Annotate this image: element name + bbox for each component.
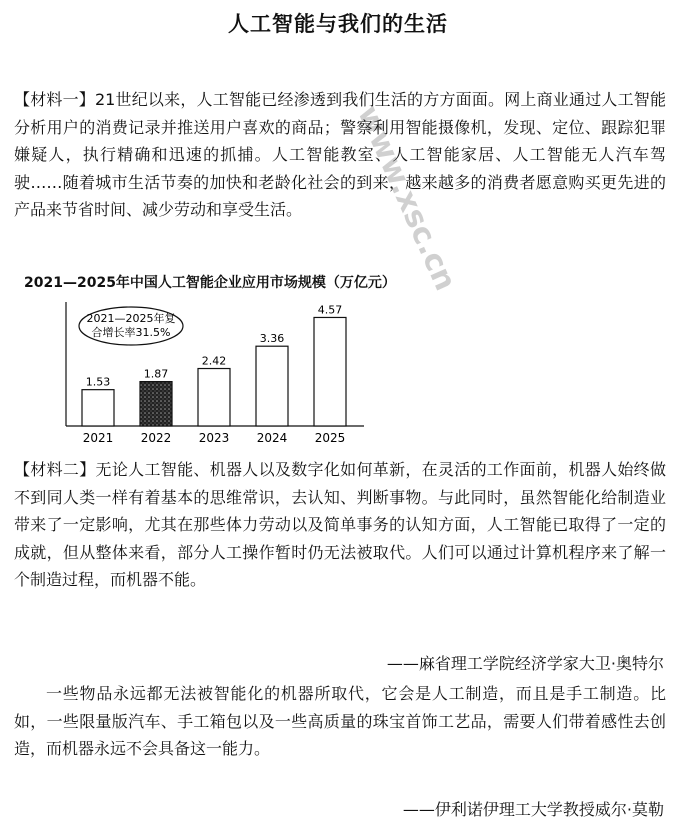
x-tick-label-2025: 2025 (314, 431, 346, 445)
page-title: 人工智能与我们的生活 (228, 12, 448, 36)
bar-2025 (314, 317, 346, 426)
market-size-chart (24, 272, 424, 446)
chart-title: 2021—2025年中国人工智能企业应用市场规模（万亿元） (24, 275, 396, 291)
material-three-attribution: ——伊利诺伊理工大学教授威尔·莫勒 (402, 800, 664, 819)
bar-2021 (82, 390, 114, 426)
material-two-attribution: ——麻省理工学院经济学家大卫·奥特尔 (386, 654, 664, 673)
material-two-paragraph: 【材料二】无论人工智能、机器人以及数字化如何革新，在灵活的工作面前，机器人始终做不到同人类一样有着基本的思维常识，去认知、判断事物。与此同时，虽然智能化给制造业带来了一定影响，尤其在那些体力劳动以及简单事务的认知方面，人工智能已取得了一定的成就，但从整体来看，部分人工操作暂时仍无法被取代。人们可以通过计算机程序来了解一个制造过程，而机器不能。 (14, 460, 666, 589)
bar-2024 (256, 346, 288, 426)
material-one-paragraph: 【材料一】21世纪以来，人工智能已经渗透到我们生活的方方面面。网上商业通过人工智能分析用户的消费记录并推送用户喜欢的商品；警察利用智能摄像机，发现、定位、跟踪犯罪嫌疑人，执行精确和迅速的抓捕。人工智能教室、人工智能家居、人工智能无人汽车驾驶……随着城市生活节奏的加快和老龄化社会的到来，越来越多的消费者愿意购买更先进的产品来节省时间、减少劳动和享受生活。 (14, 90, 666, 219)
growth-rate-line1: 2021—2025年复 (86, 312, 176, 325)
x-tick-label-2022: 2022 (140, 431, 172, 445)
bar-value-label-2022: 1.87 (143, 367, 169, 381)
bar-value-label-2023: 2.42 (201, 354, 227, 368)
chart-plot (24, 272, 424, 446)
x-tick-label-2024: 2024 (256, 431, 288, 445)
material-three-paragraph: 一些物品永远都无法被智能化的机器所取代，它会是人工制造，而且是手工制造。比如，一些限量版汽车、手工箱包以及一些高质量的珠宝首饰工艺品，需要人们带着感性去创造，而机器永远不会具备这一能力。 (14, 684, 666, 758)
bar-value-label-2024: 3.36 (259, 332, 285, 346)
growth-rate-line2: 合增长率31.5% (91, 326, 171, 339)
bar-value-label-2025: 4.57 (317, 303, 343, 317)
bar-2023 (198, 369, 230, 426)
x-tick-label-2023: 2023 (198, 431, 230, 445)
bar-2022 (140, 382, 172, 426)
watermark: www.xsc.cn (350, 100, 464, 296)
x-tick-label-2021: 2021 (82, 431, 114, 445)
bar-value-label-2021: 1.53 (85, 375, 111, 389)
